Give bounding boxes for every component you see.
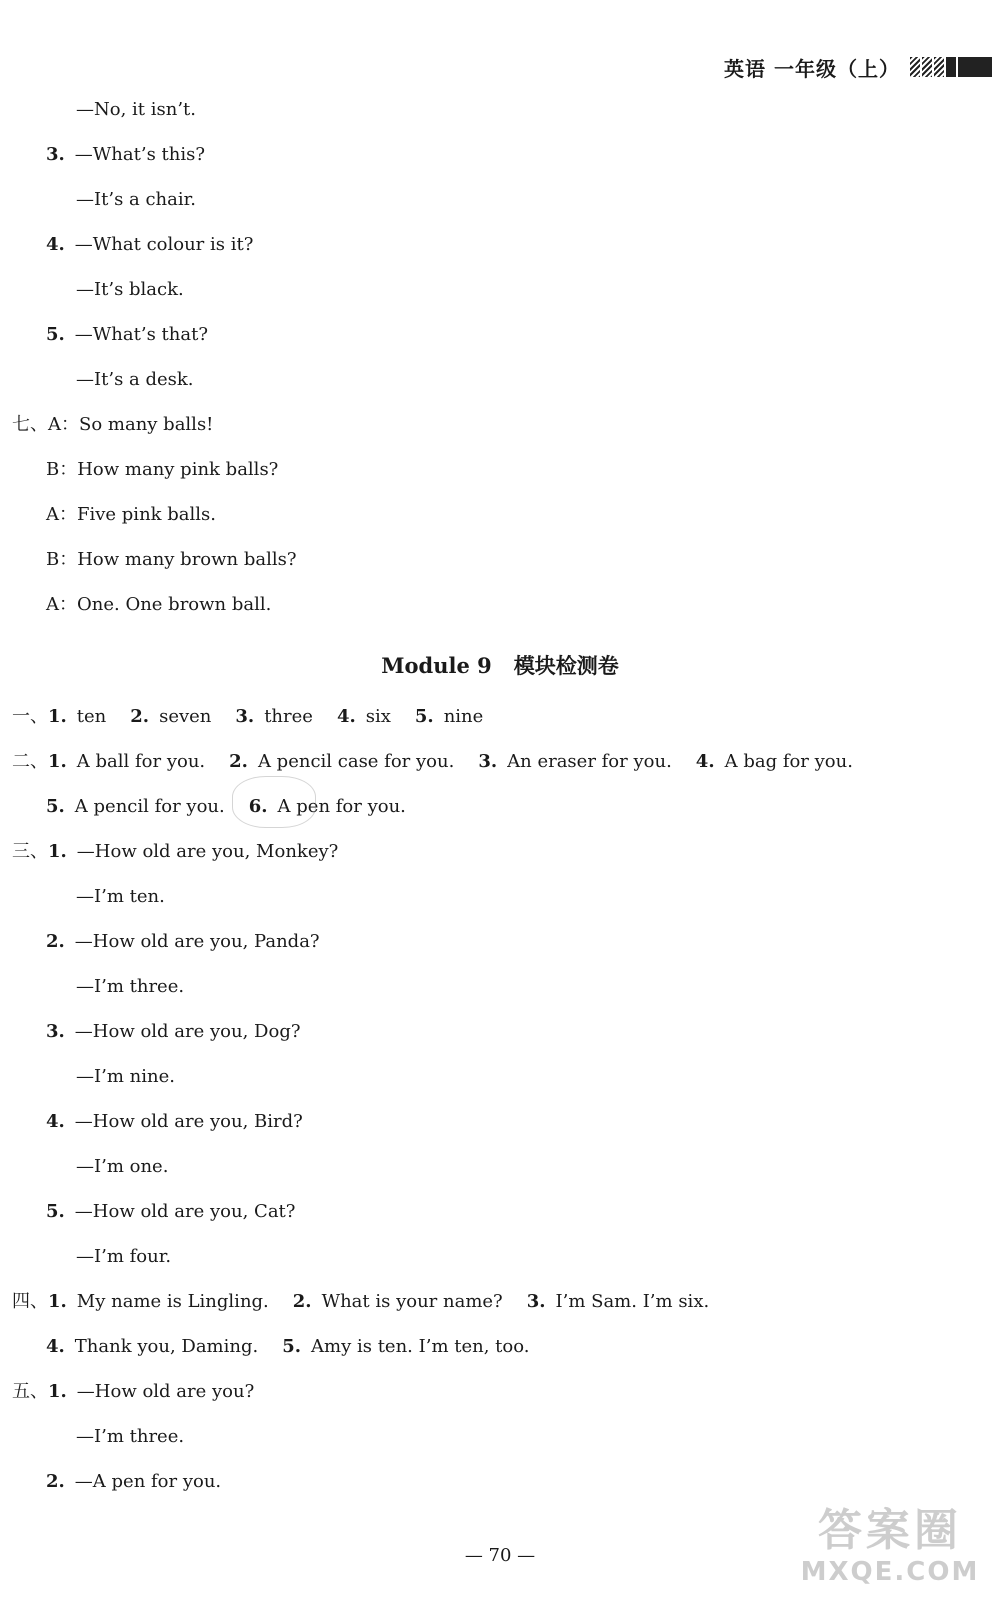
answer-line: —I’m three. [76,1426,185,1447]
answer-line: —I’m ten. [76,886,165,907]
dialog-line: A：Five pink balls. [46,504,217,525]
page-header [724,52,992,82]
answer-line: —I’m four. [76,1246,172,1267]
header-decoration-icon [910,57,992,77]
section-4-line: 四、1. My name is Lingling. 2. What is your name? 3. I’m Sam. I’m six. [12,1291,710,1312]
answer-line: —It’s a chair. [76,189,196,210]
dialog-line: A：One. One brown ball. [46,594,272,615]
header-title: 英语 一年级（上） [724,56,900,81]
section-3-line: 三、1. —How old are you, Monkey? [12,841,339,862]
answer-item: 2. —How old are you, Panda? [46,931,320,952]
answer-line: —I’m nine. [76,1066,175,1087]
section-5-line: 五、1. —How old are you? [12,1381,255,1402]
module-title: Module 9 模块检测卷 [381,653,619,678]
answer-item: 5. —What’s that? [46,324,208,345]
answer-item: 2. —A pen for you. [46,1471,222,1492]
section-7-line: 七、A：So many balls! [12,414,214,435]
answer-line: —It’s a desk. [76,369,194,390]
answer-line: —I’m one. [76,1156,169,1177]
answer-line: —It’s black. [76,279,184,300]
section-2-line: 二、1. A ball for you. 2. A pencil case for you. 3. An eraser for you. 4. A bag for you. [12,751,853,772]
answer-line: —I’m three. [76,976,185,997]
answer-item: 4. —How old are you, Bird? [46,1111,303,1132]
answer-item: 5. —How old are you, Cat? [46,1201,296,1222]
answer-item: 3. —What’s this? [46,144,206,165]
dialog-line: B：How many brown balls? [46,549,297,570]
answer-item: 4. —What colour is it? [46,234,254,255]
section-2-line: 5. A pencil for you. 6. A pen for you. [46,796,406,817]
dialog-line: B：How many pink balls? [46,459,279,480]
section-1-line: 一、1. ten 2. seven 3. three 4. six 5. nine [12,706,484,727]
answer-line: —No, it isn’t. [76,99,197,120]
answer-item: 3. —How old are you, Dog? [46,1021,301,1042]
section-4-line: 4. Thank you, Daming. 5. Amy is ten. I’m ten, too. [46,1336,530,1357]
page-number: — 70 — [464,1545,536,1566]
watermark-logo-icon: 答案圈 MXQE.COM [800,1505,980,1587]
